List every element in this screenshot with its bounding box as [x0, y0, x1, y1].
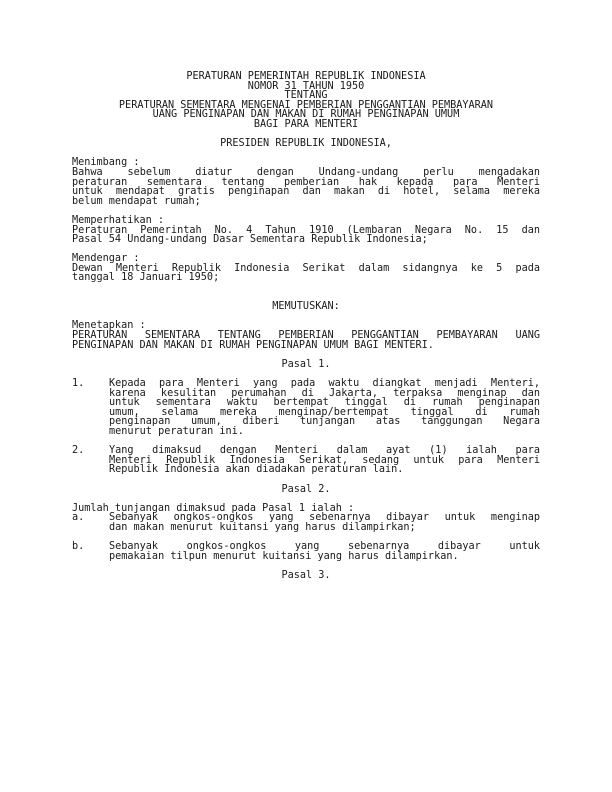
- text-line: menurut peraturan ini.: [109, 425, 244, 437]
- header-line: PERATURAN SEMENTARA MENGENAI PEMBERIAN PENGGANTIAN PEMBAYARAN: [118, 99, 494, 111]
- text-line: Sebanyak ongkos-ongkos yang sebenarnya dibayar untuk: [109, 541, 540, 553]
- pasal-1-item-2: [72, 446, 540, 475]
- text-line: belum mendapat rumah;: [72, 195, 201, 207]
- header-line: TENTANG: [284, 90, 328, 102]
- text-line: Yang dimaksud dengan Menteri dalam ayat (1) ialah para: [109, 445, 540, 457]
- menetapkan-section: [72, 321, 540, 350]
- mendengar-section: [72, 254, 540, 283]
- text-line: untuk sementara waktu bertempat tinggal di rumah penginapan: [109, 397, 540, 409]
- memutuskan-heading: MEMUTUSKAN:: [272, 301, 340, 313]
- pasal-1-heading: Pasal 1.: [281, 358, 331, 370]
- text-line: umum, selama mereka menginap/bertempat tinggal di rumah: [109, 406, 540, 418]
- pasal-3-heading: Pasal 3.: [281, 569, 331, 581]
- text-line: penginapan umum, diberi tunjangan atas tanggungan Negara: [109, 416, 540, 428]
- header-line: UANG PENGINAPAN DAN MAKAN DI RUMAH PENGINAPAN UMUM: [152, 109, 460, 121]
- text-line: Dewan Menteri Republik Indonesia Serikat dalam sidangnya ke 5 pada: [72, 262, 540, 274]
- item-number: 1.: [72, 378, 85, 389]
- header-line: BAGI PARA MENTERI: [253, 118, 359, 130]
- text-line: karena kesulitan perumahan di Jakarta, terpaksa menginap dan: [109, 387, 540, 399]
- text-line: Pasal 54 Undang-undang Dasar Sementara Republik Indonesia;: [72, 234, 428, 246]
- section-label: Menetapkan :: [72, 320, 146, 332]
- document-header: [72, 72, 540, 130]
- text-line: untuk mendapat gratis penginapan dan makan di hotel, selama mereka: [72, 186, 540, 198]
- text-line: Peraturan Pemerintah No. 4 Tahun 1910 (Lembaran Negara No. 15 dan: [72, 224, 540, 236]
- section-label: Memperhatikan :: [72, 214, 165, 226]
- text-line: Kepada para Menteri yang pada waktu diangkat menjadi Menteri,: [109, 378, 540, 389]
- text-line: dan makan menurut kuitansi yang harus dilampirkan;: [109, 521, 416, 533]
- memperhatikan-section: [72, 216, 540, 245]
- menimbang-section: [72, 158, 540, 206]
- text-line: Menteri Republik Indonesia Serikat, sedang untuk para Menteri: [109, 454, 540, 466]
- text-line: Sebanyak ongkos-ongkos yang sebenarnya dibayar untuk menginap: [109, 512, 540, 524]
- item-letter: b.: [72, 541, 85, 553]
- pasal-1-item-1: [72, 379, 540, 437]
- pasal-2-heading: Pasal 2.: [281, 483, 331, 495]
- document-page: [72, 72, 540, 580]
- pasal-2-item-b: [72, 542, 540, 561]
- section-label: Mendengar :: [72, 253, 140, 265]
- section-label: Menimbang :: [72, 157, 140, 169]
- president-heading: PRESIDEN REPUBLIK INDONESIA,: [220, 138, 392, 150]
- pasal-2-intro: Jumlah tunjangan dimaksud pada Pasal 1 ialah :: [72, 502, 355, 514]
- item-number: 2.: [72, 445, 85, 457]
- text-line: peraturan sementara tentang pemberian hak kepada para Menteri: [72, 176, 540, 188]
- item-letter: a.: [72, 512, 85, 524]
- text-line: Bahwa sebelum diatur dengan Undang-undang perlu mengadakan: [72, 166, 540, 178]
- header-line: PERATURAN PEMERINTAH REPUBLIK INDONESIA: [186, 71, 426, 82]
- text-line: Republik Indonesia akan diadakan peraturan lain.: [109, 464, 404, 476]
- text-line: pemakaian tilpun menurut kuitansi yang harus dilampirkan.: [109, 550, 459, 562]
- text-line: PENGINAPAN DAN MAKAN DI RUMAH PENGINAPAN UMUM BAGI MENTERI.: [72, 339, 434, 351]
- header-line: NOMOR 31 TAHUN 1950: [247, 80, 365, 92]
- pasal-2-item-a: [72, 513, 540, 532]
- text-line: PERATURAN SEMENTARA TENTANG PEMBERIAN PENGGANTIAN PEMBAYARAN UANG: [72, 330, 540, 342]
- text-line: tanggal 18 Januari 1950;: [72, 272, 220, 284]
